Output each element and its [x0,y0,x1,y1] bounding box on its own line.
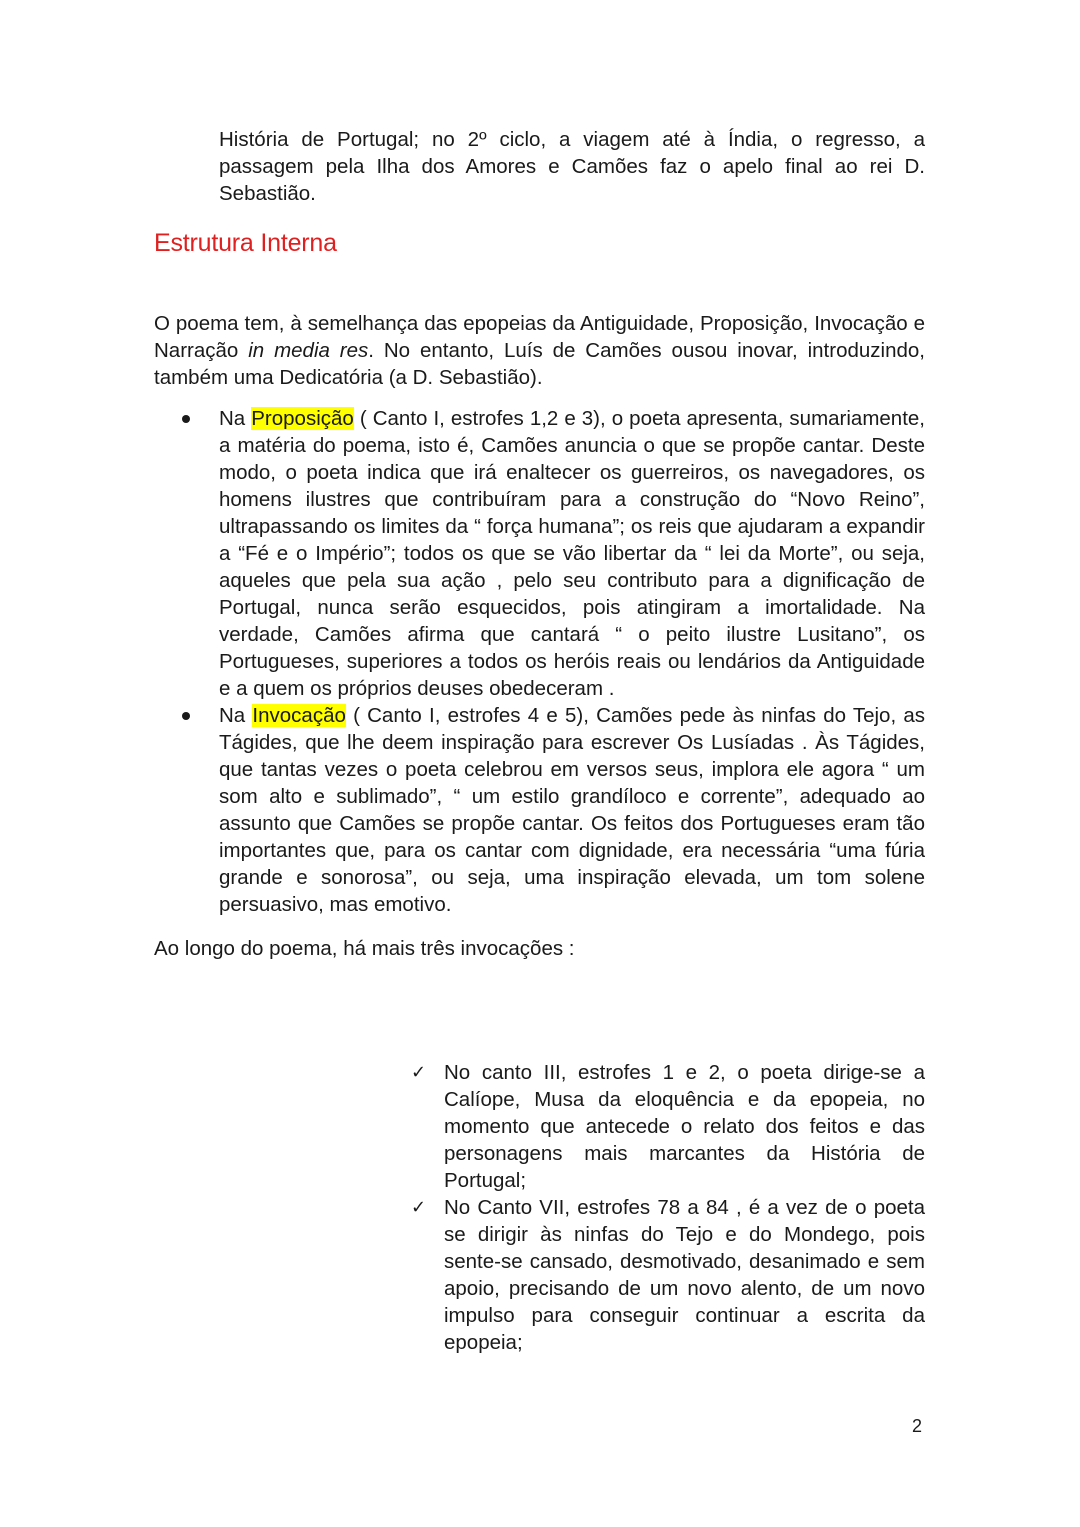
intro-paragraph [154,310,925,391]
bullet-prefix: Na [219,704,253,727]
check-item-text: No Canto VII, estrofes 78 a 84 , é a vez de o poeta se dirigir às ninfas do Tejo e do Mondego, pois sente-se cansado, desmotivado, desanimado e sem apoio, precisando de um novo alento, de um novo impulso para conseguir continuar a escrita da epopeia; [444,1196,925,1354]
highlighted-term-proposicao: Proposição [251,407,354,430]
highlighted-term-invocacao: Invocação [252,704,346,727]
bullet-text: ( Canto I, estrofes 4 e 5), Camões pede às ninfas do Tejo, as Tágides, que lhe deem inspiração para escrever Os Lusíadas . Às Tágides, que tantas vezes o poeta celebrou em versos seus, implora ele agora “ um som alto e sublimado”, “ um estilo grandíloco e corrente”, adequado ao assunto que Camões se propõe cantar. Os feitos dos Portugueses eram tão importantes que, para os cantar com dignidade, era necessária “uma fúria grande e sonorosa”, ou seja, uma inspiração elevada, um tom solene persuasivo, mas emotivo. [219,704,926,916]
bullet-prefix: Na [219,407,252,430]
intro-italic: in media res [248,339,369,362]
bullet-dot-icon [182,712,190,720]
check-item-text: No canto III, estrofes 1 e 2, o poeta dirige-se a Calíope, Musa da eloquência e da epopeia, no momento que antecede o relato dos feitos e das personagens mais marcantes da História de Portugal; [444,1061,925,1192]
intro-text-after: . No entanto, Luís de Camões ousou inovar, introduzindo, também uma Dedicatória (a D. Sebastião). [154,339,925,389]
bullet-text: ( Canto I, estrofes 1,2 e 3), o poeta apresenta, sumariamente, a matéria do poema, isto é, Camões anuncia o que se propõe cantar. Deste modo, o poeta indica que irá enaltecer os guerreiros, os navegadores, os homens ilustres que contribuíram para a construção do “Novo Reino”, ultrapassando os limites da “ força humana”; os reis que ajudaram a expandir a “Fé e o Império”; todos os que se vão libertar da “ lei da Morte”, ou seja, aqueles que pela sua ação , pelo seu contributo para a dignificação de Portugal, nunca serão esquecidos, pois atingiram a imortalidade. Na verdade, Camões afirma que cantará “ o peito ilustre Lusitano”, os Portugueses, superiores a todos os heróis reais ou lendários da Antiguidade e a quem os próprios deuses obedeceram . [219,407,925,700]
more-invocations-line: Ao longo do poema, há mais três invocações : [154,937,575,960]
check-mark-icon: ✓ [411,1197,427,1218]
intro-text-before: O poema tem, à semelhança das epopeias da Antiguidade, Proposição, Invocação e Narração [154,312,925,362]
page-number: 2 [912,1416,923,1436]
check-list [411,1059,925,1356]
bullet-dot-icon [182,415,190,423]
check-item-canto-vii [411,1194,925,1356]
check-item-canto-iii [411,1059,925,1194]
check-mark-icon: ✓ [411,1062,427,1083]
continuation-paragraph: História de Portugal; no 2º ciclo, a viagem até à Índia, o regresso, a passagem pela Ilha dos Amores e Camões faz o apelo final ao rei D. Sebastião. [219,128,925,205]
bullet-list [219,405,925,918]
section-heading: Estrutura Interna [154,229,337,257]
bullet-item-invocacao [219,702,925,918]
bullet-item-proposicao [219,405,925,702]
